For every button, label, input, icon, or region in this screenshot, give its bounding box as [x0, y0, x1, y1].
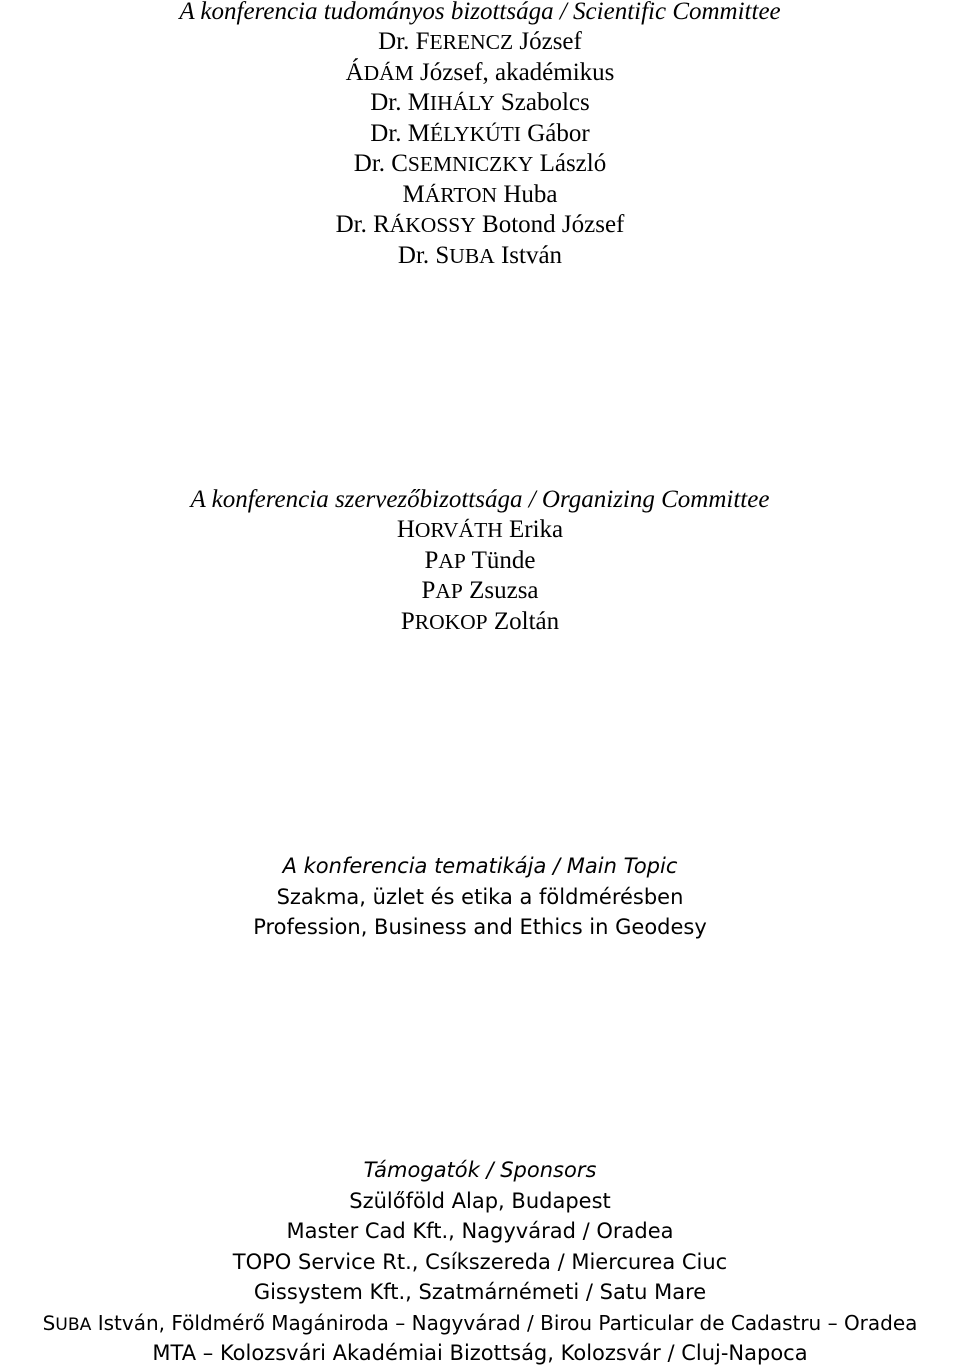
- sponsor-item: TOPO Service Rt., Csíkszereda / Miercurea Ciuc: [232, 1250, 728, 1274]
- main-topic-heading: A konferencia tematikája / Main Topic: [282, 854, 678, 878]
- scientific-member: Dr. SUBA István: [397, 242, 563, 269]
- organizing-member: PAP Zsuzsa: [421, 577, 539, 604]
- sponsor-item: Gissystem Kft., Szatmárnémeti / Satu Mare: [253, 1280, 707, 1304]
- main-topic-en: Profession, Business and Ethics in Geodesy: [253, 915, 707, 939]
- scientific-member: MÁRTON Huba: [402, 181, 558, 208]
- scientific-committee-heading: A konferencia tudományos bizottsága / Scientific Committee: [179, 0, 781, 25]
- scientific-member: Dr. MÉLYKÚTI Gábor: [370, 120, 590, 147]
- organizing-member: HORVÁTH Erika: [396, 516, 564, 543]
- sponsor-item-suba: SUBA István, Földmérő Magániroda – Nagyvárad / Birou Particular de Cadastru – Oradea: [42, 1311, 918, 1335]
- scientific-member: Dr. RÁKOSSY Botond József: [335, 211, 625, 238]
- organizing-member: PROKOP Zoltán: [400, 608, 560, 635]
- scientific-member: Dr. FERENCZ József: [378, 28, 582, 55]
- sponsor-item-mta: MTA – Kolozsvári Akadémiai Bizottság, Kolozsvár / Cluj-Napoca: [152, 1341, 808, 1365]
- organizing-member: PAP Tünde: [424, 547, 536, 574]
- main-topic-hu: Szakma, üzlet és etika a földmérésben: [276, 885, 684, 909]
- scientific-member: Dr. MIHÁLY Szabolcs: [370, 89, 590, 116]
- organizing-committee-heading: A konferencia szervezőbizottsága / Organizing Committee: [190, 486, 770, 513]
- sponsor-item: Master Cad Kft., Nagyvárad / Oradea: [286, 1219, 674, 1243]
- scientific-member: Dr. CSEMNICZKY László: [353, 150, 607, 177]
- sponsor-item: Szülőföld Alap, Budapest: [349, 1189, 611, 1213]
- scientific-member: ÁDÁM József, akadémikus: [345, 59, 615, 86]
- sponsors-heading: Támogatók / Sponsors: [363, 1158, 597, 1182]
